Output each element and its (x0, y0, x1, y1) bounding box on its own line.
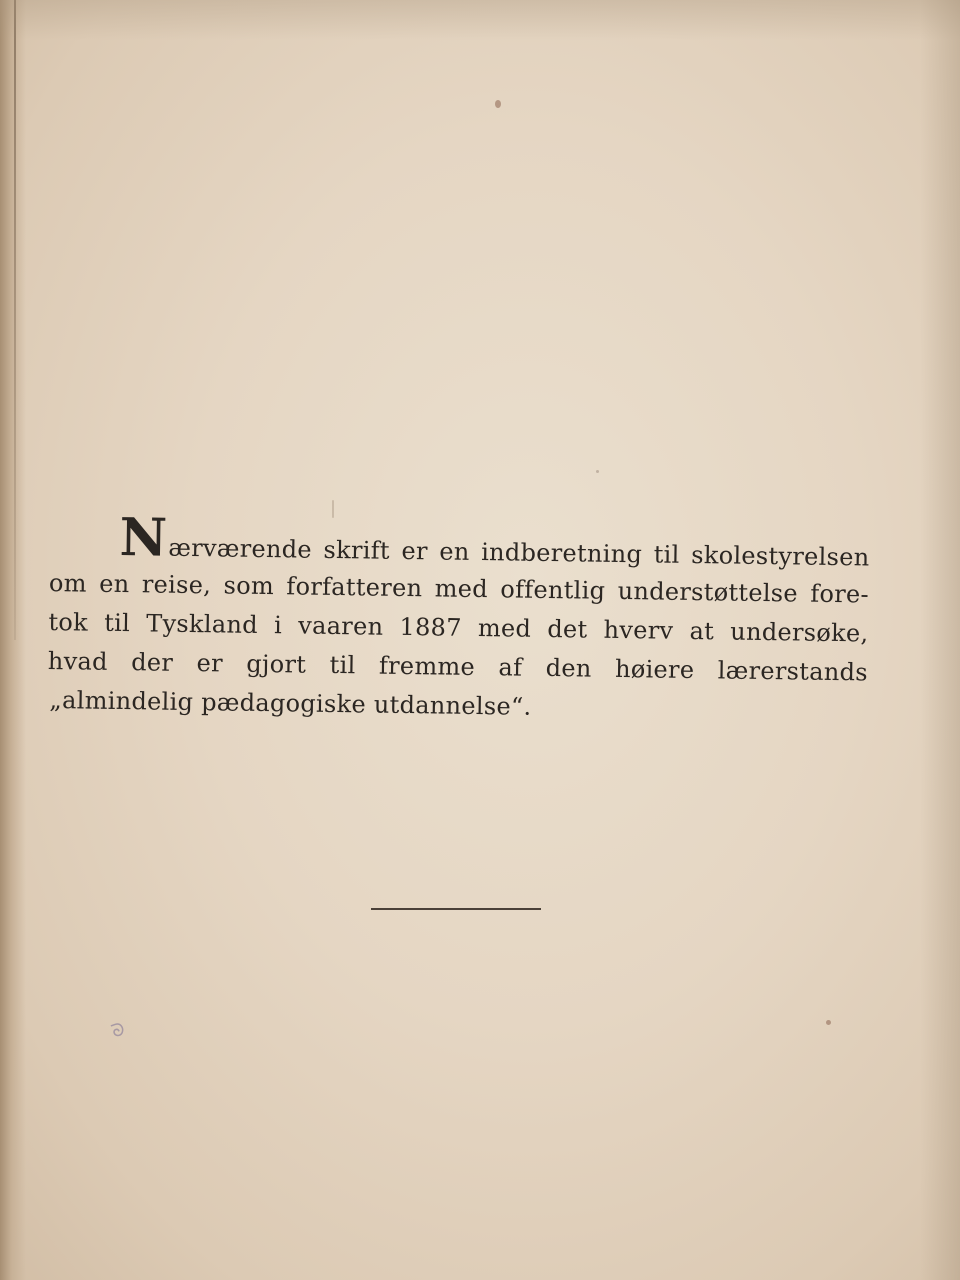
paper-speck (495, 100, 501, 108)
page-right-shadow (920, 0, 960, 1280)
paper-speck (826, 1020, 831, 1025)
paragraph-line-4: hvad der er gjort til fremme af den høiere lærerstands (47, 646, 869, 687)
paper-speck (596, 470, 599, 473)
pencil-mark: ᘐ (108, 1018, 128, 1043)
paragraph-line-3: tok til Tyskland i vaaren 1887 med det hverv at undersøke, (48, 607, 869, 648)
line-text: ærværende skrift er en indberetning til skolestyrelsen (168, 533, 870, 572)
horizontal-rule (371, 908, 541, 910)
page-top-shadow (0, 0, 960, 40)
paragraph-line-5: „almindelig pædagogiske utdannelse“. (49, 686, 532, 721)
page-spine-shadow (0, 0, 26, 1280)
page-spine-edge (14, 0, 16, 640)
preface-paragraph (47, 506, 870, 731)
drop-cap-letter: N (119, 506, 168, 569)
paragraph-line-2: om en reise, som forfatteren med offentlig understøttelse fore- (48, 568, 870, 609)
